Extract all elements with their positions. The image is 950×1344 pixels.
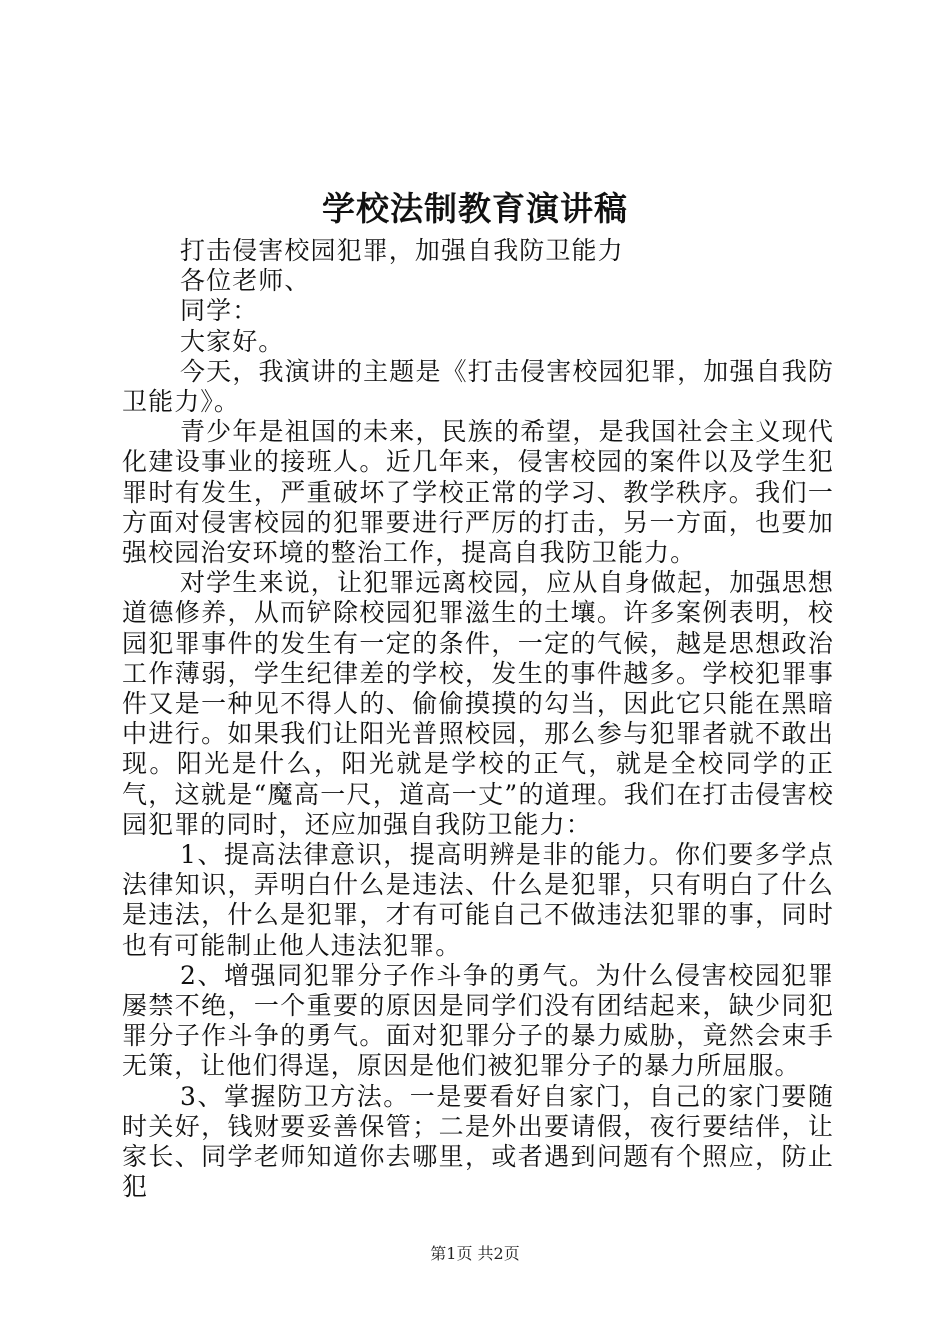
document-title: 学校法制教育演讲稿 bbox=[322, 189, 628, 228]
numbered-point: 3、掌握防卫方法。一是要看好自家门，自己的家门要随时关好，钱财要妥善保管；二是外出要请假，夜行要结伴，让家长、同学老师知道你去哪里，或者遇到问题有个照应，防止犯 bbox=[122, 1081, 834, 1202]
salutation-teachers: 各位老师、 bbox=[180, 266, 311, 296]
page-number-footer: 第1页 共2页 bbox=[430, 1244, 520, 1263]
salutation-students: 同学： bbox=[180, 296, 259, 326]
numbered-point: 1、提高法律意识，提高明辨是非的能力。你们要多学点法律知识，弄明白什么是违法、什么是犯罪，只有明白了什么是违法，什么是犯罪，才有可能自己不做违法犯罪的事，同时也有可能制止他人违法犯罪。 bbox=[122, 840, 834, 960]
body-paragraph: 青少年是祖国的未来，民族的希望，是我国社会主义现代化建设事业的接班人。近几年来，侵害校园的案件以及学生犯罪时有发生，严重破坏了学校正常的学习、教学秩序。我们一方面对侵害校园的犯罪要进行严厉的打击，另一方面，也要加强校园治安环境的整治工作，提高自我防卫能力。 bbox=[122, 417, 834, 568]
document-body bbox=[122, 236, 834, 1203]
body-paragraph: 今天，我演讲的主题是《打击侵害校园犯罪，加强自我防卫能力》。 bbox=[122, 356, 834, 417]
body-paragraph: 对学生来说，让犯罪远离校园，应从自身做起，加强思想道德修养，从而铲除校园犯罪滋生的土壤。许多案例表明，校园犯罪事件的发生有一定的条件，一定的气候，越是思想政治工作薄弱，学生纪律差的学校，发生的事件越多。学校犯罪事件又是一种见不得人的、偷偷摸摸的勾当，因此它只能在黑暗中进行。如果我们让阳光普照校园，那么参与犯罪者就不敢出现。阳光是什么，阳光就是学校的正气，就是全校同学的正气，这就是“魔高一尺，道高一丈”的道理。我们在打击侵害校园犯罪的同时，还应加强自我防卫能力： bbox=[122, 568, 834, 839]
speech-subtitle: 打击侵害校园犯罪，加强自我防卫能力 bbox=[180, 236, 624, 265]
greeting: 大家好。 bbox=[180, 326, 285, 356]
numbered-point: 2、增强同犯罪分子作斗争的勇气。为什么侵害校园犯罪屡禁不绝，一个重要的原因是同学们没有团结起来，缺少同犯罪分子作斗争的勇气。面对犯罪分子的暴力威胁，竟然会束手无策，让他们得逞，原因是他们被犯罪分子的暴力所屈服。 bbox=[122, 960, 834, 1081]
